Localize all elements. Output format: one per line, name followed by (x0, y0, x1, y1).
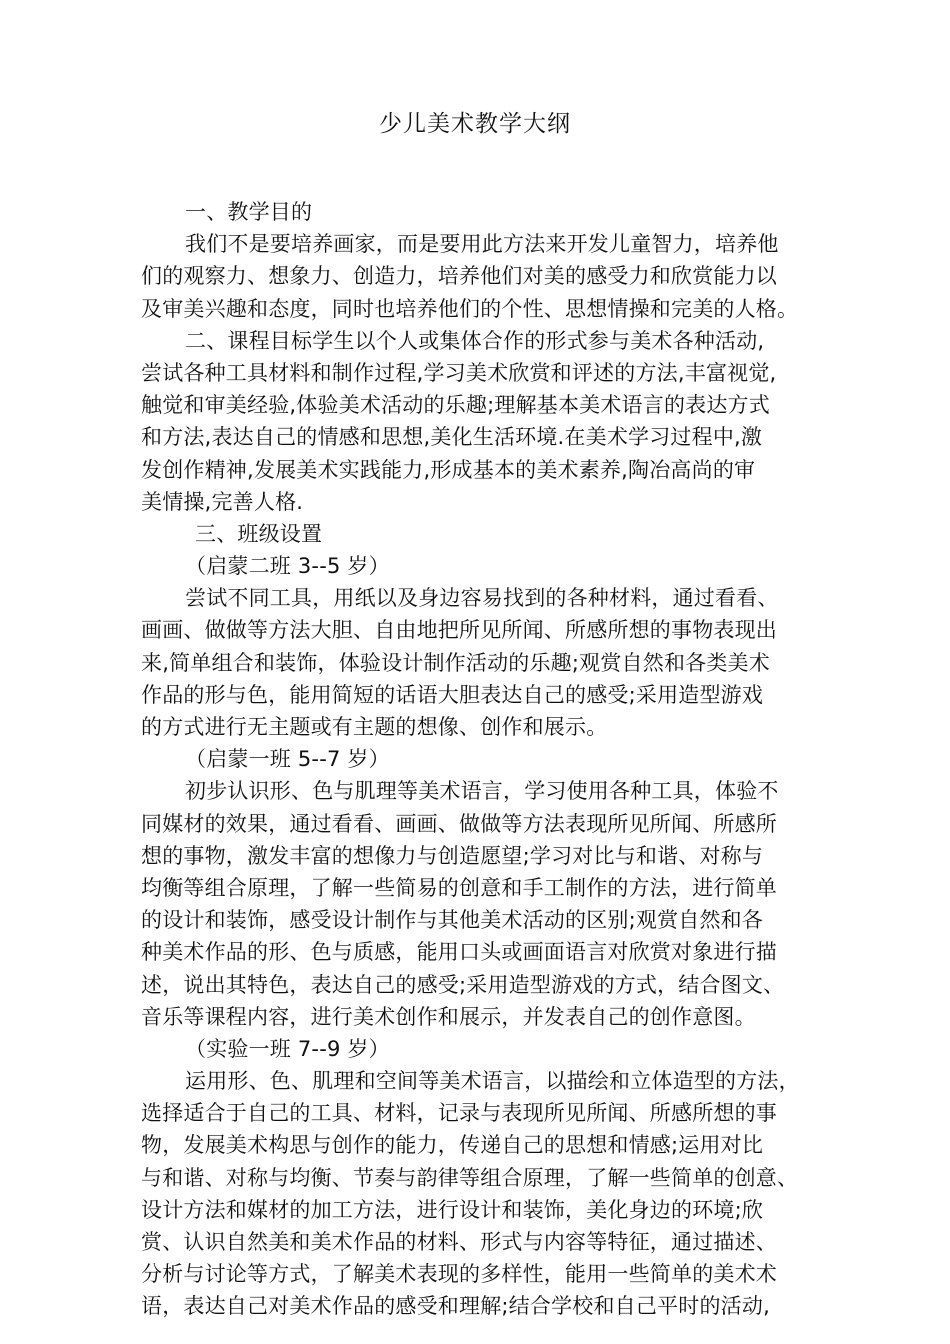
document-body (141, 196, 841, 1323)
text-line: 与和谐、对称与均衡、节奏与韵律等组合原理，了解一些简单的创意、 (141, 1165, 799, 1190)
text-line: 画画、做做等方法大胆、自由地把所见所闻、所感所想的事物表现出 (141, 618, 777, 643)
text-line: 音乐等课程内容，进行美术创作和展示，并发表自己的创作意图。 (141, 1004, 756, 1029)
text-line: 的设计和装饰，感受设计制作与其他美术活动的区别;观赏自然和各 (141, 908, 764, 933)
text-line: 分析与讨论等方式，了解美术表现的多样性，能用一些简单的美术术 (141, 1262, 777, 1287)
text-line: 尝试不同工具，用纸以及身边容易找到的各种材料，通过看看、 (185, 586, 779, 611)
text-line: 来,简单组合和装饰，体验设计制作活动的乐趣;观赏自然和各类美术 (141, 650, 770, 675)
text-line: 运用形、色、肌理和空间等美术语言，以描绘和立体造型的方法， (185, 1069, 800, 1094)
text-line: 设计方法和媒材的加工方法，进行设计和装饰，美化身边的环境;欣 (141, 1197, 764, 1222)
text-line: 种美术作品的形、色与质感，能用口头或画面语言对欣赏对象进行描 (141, 940, 777, 965)
text-line: 选择适合于自己的工具、材料，记录与表现所见所闻、所感所想的事 (141, 1101, 777, 1126)
text-line: （启蒙二班 3--5 岁） (185, 554, 390, 579)
text-line: 美情操,完善人格. (141, 489, 304, 514)
text-line: 们的观察力、想象力、创造力，培养他们对美的感受力和欣赏能力以 (141, 264, 777, 289)
text-line: 物，发展美术构思与创作的能力，传递自己的思想和情感;运用对比 (141, 1133, 764, 1158)
text-line: 及审美兴趣和态度，同时也培养他们的个性、思想情操和完美的人格。 (141, 296, 799, 321)
text-line: 述，说出其特色，表达自己的感受;采用造型游戏的方式，结合图文、 (141, 972, 785, 997)
text-line: 触觉和审美经验,体验美术活动的乐趣;理解基本美术语言的表达方式 (141, 393, 770, 418)
text-line: 均衡等组合原理，了解一些简易的创意和手工制作的方法，进行简单 (141, 875, 777, 900)
text-line: 发创作精神,发展美术实践能力,形成基本的美术素养,陶冶高尚的审 (141, 457, 756, 482)
text-line: 语，表达自己对美术作品的感受和理解;结合学校和自己平时的活动, (141, 1294, 770, 1319)
text-line: 赏、认识自然美和美术作品的材料、形式与内容等特征，通过描述、 (141, 1230, 777, 1254)
document-title: 少儿美术教学大纲 (379, 111, 571, 137)
text-line: 初步认识形、色与肌理等美术语言，学习使用各种工具，体验不 (185, 779, 779, 804)
text-line: （启蒙一班 5--7 岁） (185, 747, 390, 772)
text-line: 一、教学目的 (185, 200, 313, 224)
text-line: 作品的形与色，能用简短的话语大胆表达自己的感受;采用造型游戏 (141, 682, 764, 707)
text-line: 的方式进行无主题或有主题的想像、创作和展示。 (141, 715, 608, 739)
text-line: 尝试各种工具材料和制作过程,学习美术欣赏和评述的方法,丰富视觉, (141, 360, 777, 385)
text-line: 同媒材的效果，通过看看、画画、做做等方法表现所见所闻、所感所 (141, 811, 777, 836)
text-line: 和方法,表达自己的情感和思想,美化生活环境.在美术学习过程中,激 (141, 425, 763, 450)
text-line: 我们不是要培养画家，而是要用此方法来开发儿童智力，培养他 (185, 232, 779, 257)
text-line: 想的事物，激发丰富的想像力与创造愿望;学习对比与和谐、对称与 (141, 843, 764, 868)
text-line: 二、课程目标学生以个人或集体合作的形式参与美术各种活动, (185, 328, 765, 353)
text-line: （实验一班 7--9 岁） (185, 1036, 390, 1061)
text-line: 三、班级设置 (195, 521, 323, 546)
